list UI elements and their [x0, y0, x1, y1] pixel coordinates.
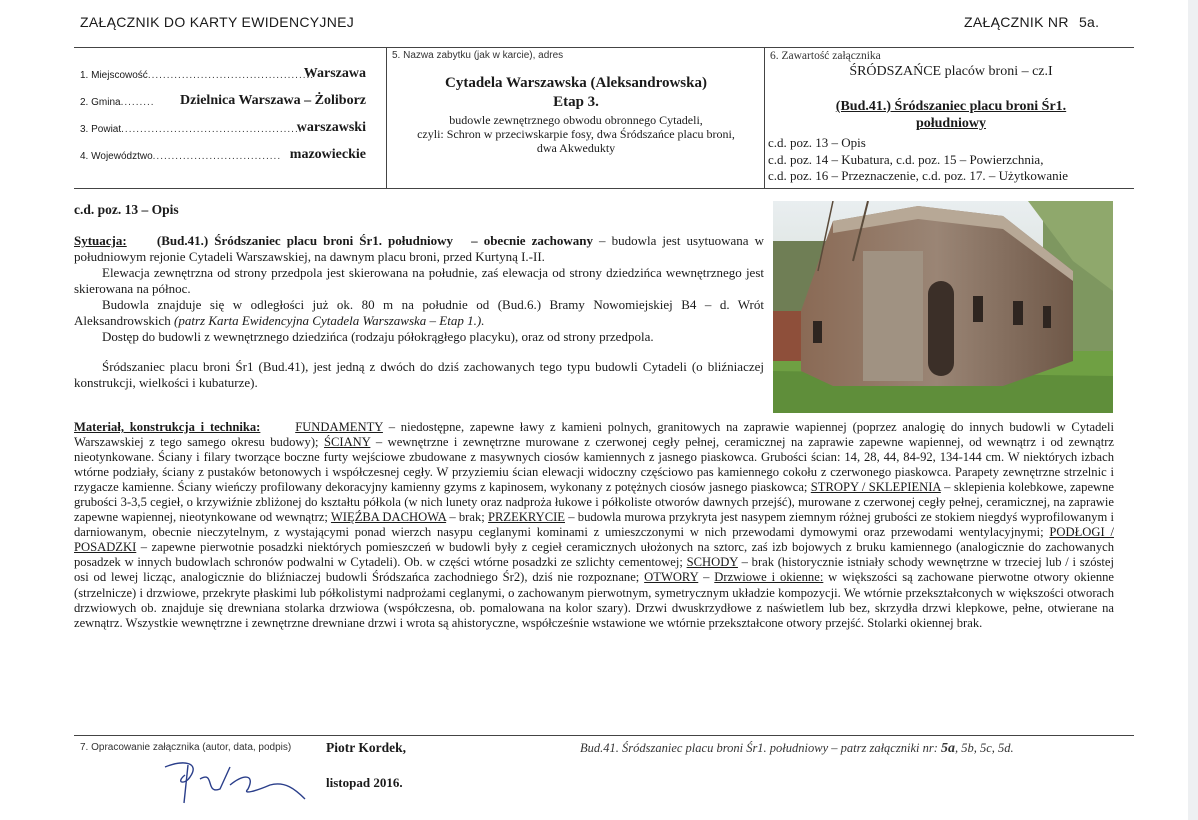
location-value: Warszawa [303, 66, 366, 81]
contents-title: (Bud.41.) Śródszaniec placu broni Śr1. południowy [835, 99, 1067, 131]
footer-author: Piotr Kordek, [326, 740, 406, 755]
monument-description: budowle zewnętrznego obwodu obronnego Cytadeli, czyli: Schron w przeciwskarpie fosy, dwa Śródszańce placu broni, dwa Akwedukty [417, 113, 735, 155]
heading-przekrycie: PRZEKRYCIE [488, 510, 565, 525]
monument-name-block [390, 74, 762, 112]
monument-label: 5. Nazwa zabytku (jak w karcie), adres [392, 50, 564, 61]
heading-otwory: OTWORY [644, 570, 699, 585]
contents-line: c.d. poz. 14 – Kubatura, c.d. poz. 15 – Powierzchnia, [768, 151, 1044, 167]
header-right-label: ZAŁĄCZNIK NR [964, 14, 1069, 30]
footer-label: 7. Opracowanie załącznika (autor, data, podpis) [80, 742, 292, 753]
location-row: 1. Miejscowość............................................ Warszawa [80, 66, 366, 81]
heading-fundamenty: FUNDAMENTY [295, 420, 383, 434]
location-value: warszawski [296, 120, 366, 135]
location-value: Dzielnica Warszawa – Żoliborz [180, 93, 366, 108]
location-value: mazowieckie [289, 147, 366, 162]
header-right-title [964, 14, 1099, 30]
heading-stropy: STROPY / SKLEPIENIA [810, 480, 941, 495]
contents-line: c.d. poz. 16 – Przeznaczenie, c.d. poz. 17. – Użytkowanie [768, 168, 1068, 183]
table-top-border [74, 47, 1134, 48]
situation-title: (Bud.41.) Śródszaniec placu broni Śr1. południowy [156, 233, 454, 248]
location-row: 4. Województwo.................................. mazowieckie [80, 147, 366, 162]
scan-edge [1188, 0, 1198, 820]
contents-subtitle: ŚRÓDSZAŃCE placów broni – cz.I [849, 64, 1053, 79]
situation-state: – obecnie zachowany [471, 233, 593, 248]
contents-line: c.d. poz. 13 – Opis [768, 135, 866, 150]
heading-schody: SCHODY [686, 555, 738, 570]
signature [160, 755, 310, 815]
footer-date: listopad 2016. [326, 775, 403, 790]
material-text: Materiał, konstrukcja i technika: FUNDAMENTY – niedostępne, zapewne ławy z kamieni polnych, granitowych na zaprawie wapiennej (poprzez analogię do innych budowli w Cytadeli Warszawskiej z tego samego okresu budowy); ŚCIANY – wewnętrzne i zewnętrzne murowane z czerwonej cegły pełnej, ceramicznej na zaprawie zapewne wapiennej, od wewnątrz i od zewnątrz nieotynkowane. Ściany i filary tworzące boczne furty wejściowe zbudowane z masywnych ciosów kamiennych z jasnego piaskowca. Grubości ścian: 14, 28, 44, 84-92, 134-144 cm. W niektórych izbach wtórne podziały, ściany z pustaków betonowych i współczesnej cegły. W przyziemiu ścian elewacji widoczny częściowo pas kamiennego cokołu z czerwonego piaskowca. Parapety zewnętrzne strzelnic i rzygacze kamienne. Ściany wieńczy profilowany dekoracyjny kamienny gzyms z kapinosem, wykonany z potężnych ciosów jasnego piaskowca; STROPY / SKLEPIENIA – sklepienia kolebkowe, zapewne grubości 3-3,5 cegieł, o krzywiźnie zbliżonej do kształtu półkola (w nich lunety oraz nadproża łukowe i półkoliste otworów dawnych przejść), murowane z czerwonej cegły pełnej, ceramicznej, na zaprawie zapewne wapiennej, nieotynkowane od wewnątrz; WIĘŹBA DACHOWA – brak; PRZEKRYCIE – budowla murowa przykryta jest nasypem ziemnym różnej grubości ze stokiem niegdyś wyprofilowanym i darniowanym, obecnie nieczytelnym, z wystającymi ponad wierzch nasypu ceglanymi kominami z umieszczonymi w nich przewodami dymowymi oraz przewodami wentylacyjnymi; PODŁOGI / POSADZKI – zapewne pierwotnie posadzki niektórych pomieszczeń w budowli były z cegieł ceramicznych ułożonych na sztorc, zaś izb bojowych z bruku kamiennego (analogicznie do zachowanych posadzek w innych budowlach schronów podwalni w Cytadeli). Ob. w części wtórne posadzki ze szlichty cementowej; SCHODY – brak (historycznie istniały schody wewnętrzne w trzeciej lub / i szóstej osi od lewej licząc, analogicznie do bliźniaczej budowli Śródszańca zachodniego Śr2), dziś nie rozpoznane; OTWORY – Drzwiowe i okienne: w większości są zachowane pierwotne otwory okienne (strzelnicze) i drzwiowe, przekryte płaskimi lub półkolistymi nadprożami ceglanymi, o zachowanym pierwotnym, symetrycznym układzie kompozycji. We wtórnie przekształconych w większości otworach drzwiowych ob. znajduje się drewniana stolarka drzwiowa (współczesna, ob. pomalowana na kolor szary). Drzwi dwuskrzydłowe z naświetlem lub bez, skrzydła drzwi klepkowe, pełne, otwierane na zewnątrz. Wszystkie wewnętrzne i zewnętrzne drewniane drzwi i wrota są ahistoryczne, współcześnie wstawione we wtórnie przekształcone otwory przejść. Stolarki okiennej brak. [74, 420, 1115, 630]
table-divider-1 [386, 47, 387, 188]
situation-label: Sytuacja: [74, 233, 127, 248]
table-divider-2 [764, 47, 765, 188]
heading-sciany: ŚCIANY [323, 435, 371, 450]
header-left-title: ZAŁĄCZNIK DO KARTY EWIDENCYJNEJ [80, 14, 355, 30]
location-row: 2. Gmina......... Dzielnica Warszawa – Żoliborz [80, 93, 366, 108]
contents-list [768, 135, 1068, 185]
section-heading: c.d. poz. 13 – Opis [74, 202, 179, 217]
monument-name: Cytadela Warszawska (Aleksandrowska) [445, 75, 707, 91]
material-label: Materiał, konstrukcja i technika: [74, 420, 261, 434]
contents-label: 6. Zawartość załącznika [770, 50, 881, 62]
monument-stage: Etap 3. [553, 94, 599, 110]
building-photo [773, 201, 1113, 413]
situation-text: Sytuacja: (Bud.41.) Śródszaniec placu broni Śr1. południowy – obecnie zachowany – budowla jest usytuowana w południowym rejonie Cytadeli Warszawskiej, na dawnym placu broni, przed Kurtyną I.-II. Elewacja zewnętrzna od strony przedpola jest skierowana na południe, zaś elewacja od strony dziedzińca wewnętrznego jest skierowana na północ. Budowla znajduje się w odległości już ok. 80 m na południe od (Bud.6.) Bramy Nowomiejskiej B4 – d. Wrót Aleksandrowskich (patrz Karta Ewidencyjna Cytadela Warszawska – Etap 1.). Dostęp do budowli z wewnętrznego dziedzińca (rodzaju półokrągłego placyku), oraz od strony przedpola. Śródszaniec placu broni Śr1 (Bud.41), jest jedną z dwóch do dziś zachowanych tego typu budowli Cytadeli (o bliźniaczej konstrukcji, wielkości i kubaturze). [74, 233, 764, 390]
footer-reference: Bud.41. Śródszaniec placu broni Śr1. południowy – patrz załączniki nr: 5a, 5b, 5c, 5d. [580, 741, 1014, 756]
location-row: 3. Powiat................................................ warszawski [80, 120, 366, 135]
heading-wiezba: WIĘŹBA DACHOWA [330, 510, 447, 525]
heading-drzwiowe: Drzwiowe i okienne: [714, 570, 824, 585]
table-bottom-border [74, 188, 1134, 189]
footer-border [74, 735, 1134, 736]
header-right-number: 5a. [1078, 14, 1100, 30]
heading-podlogi: PODŁOGI / POSADZKI [74, 525, 1114, 555]
